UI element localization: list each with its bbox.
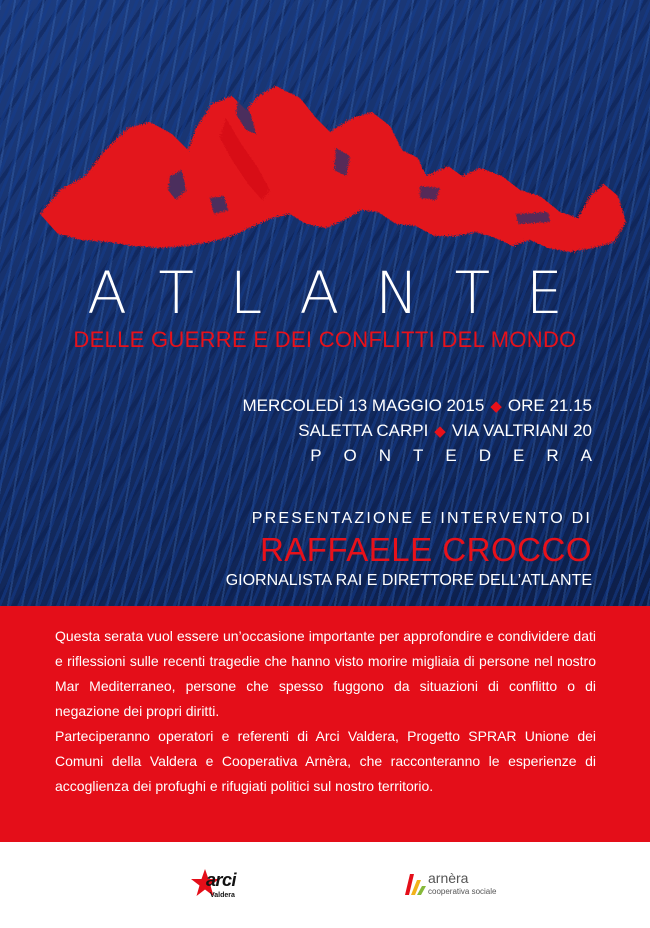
arnera-logo-subtext: cooperativa sociale (428, 887, 497, 896)
venue-row (242, 419, 592, 444)
presentation-intro: PRESENTAZIONE E INTERVENTO DI (251, 510, 592, 527)
arnera-logo (404, 870, 544, 910)
city-row (242, 444, 614, 468)
event-date: MERCOLEDÌ 13 MAGGIO 2015 (242, 396, 485, 415)
speaker-name: RAFFAELE CROCCO (259, 531, 592, 568)
presentation-block (226, 508, 592, 592)
speaker-role: GIORNALISTA RAI E DIRETTORE DELL’ATLANTE (225, 572, 592, 589)
description-paragraph-1: Questa serata vuol essere un’occasione importante per approfondire e condividere dati e riflessioni sulle recenti tragedie che hanno visto morire migliaia di persone nel nostro Mar Mediterraneo, persone che spesso fuggono da situazioni di conflitto o di negazione dei propri diritti. (55, 628, 596, 719)
arnera-logo-text: arnèra (428, 870, 469, 886)
arci-logo-subtext: Valdera (210, 892, 235, 899)
description-band (0, 606, 650, 842)
date-time-row (242, 394, 592, 419)
arci-logo-text: arci (206, 870, 237, 890)
poster-title: ATLANTE (87, 259, 599, 327)
event-city: PONTEDERA (310, 446, 614, 465)
event-time: ORE 21.15 (507, 396, 592, 415)
description-paragraph-2: Parteciperanno operatori e referenti di Arci Valdera, Progetto SPRAR Unione dei Comuni della Valdera e Cooperativa Arnèra, che racconteranno le esperienze di accoglienza dei profughi e rifugiati politici sul nostro territorio. (55, 728, 596, 794)
arnera-icon (404, 872, 426, 896)
diamond-icon: ◆ (434, 423, 446, 440)
event-address: VIA VALTRIANI 20 (451, 421, 592, 440)
sponsor-logos (0, 842, 650, 928)
arci-logo (190, 868, 250, 908)
diamond-icon: ◆ (490, 398, 502, 415)
event-info (242, 394, 614, 468)
poster-subtitle: DELLE GUERRE E DEI CONFLITTI DEL MONDO (73, 327, 577, 352)
event-venue: SALETTA CARPI (298, 421, 429, 440)
